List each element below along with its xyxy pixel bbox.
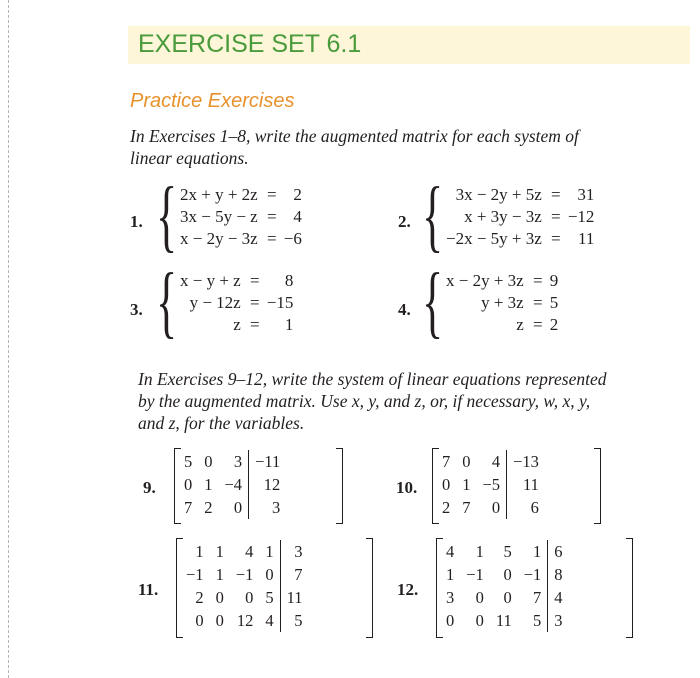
matrix-cell: 1 [259, 540, 280, 563]
equation-row [446, 292, 558, 314]
matrix-cell: 1 [215, 542, 224, 561]
equation-row [180, 270, 293, 292]
right-bracket [626, 538, 633, 638]
instruction-line: and z, for the variables. [138, 413, 305, 433]
matrix-cell: 0 [204, 452, 213, 471]
matrix-cell: 4 [259, 609, 280, 632]
exercise-number: 2. [398, 212, 411, 231]
matrix-cell: 2 [204, 498, 213, 517]
equation-rhs: −15 [266, 293, 294, 312]
equation-rhs: 1 [284, 315, 294, 334]
instruction-line: In Exercises 9–12, write the system of linear equations represented [138, 369, 607, 389]
matrix-row [180, 540, 309, 563]
matrix-cell: 0 [462, 452, 471, 471]
left-brace: { [156, 258, 178, 346]
equation-row [446, 228, 594, 250]
matrix-row [436, 496, 545, 519]
right-bracket [336, 448, 343, 524]
matrix-cell: 5 [518, 609, 548, 632]
equation-row [180, 292, 293, 314]
matrix-cell: 0 [442, 475, 451, 494]
matrix-cell: 5 [294, 611, 303, 630]
equation-row [180, 314, 293, 336]
matrix-cell: 0 [475, 611, 484, 630]
exercise-number: 9. [143, 478, 156, 497]
matrix-row [440, 586, 569, 609]
matrix-row [178, 496, 286, 519]
matrix-cell: 12 [263, 475, 281, 494]
page-edge-dashed-line [8, 0, 9, 678]
matrix-cell: 0 [503, 588, 512, 607]
matrix-row [436, 450, 545, 473]
equation-rhs: 31 [577, 185, 595, 204]
matrix-cell: 7 [462, 498, 471, 517]
system-3 [180, 270, 293, 336]
equation-lhs: z [233, 315, 241, 334]
equation-lhs: −2x − 5y + 3z [446, 229, 542, 248]
equals-sign: = [532, 315, 543, 334]
matrix-cell: 0 [503, 565, 512, 584]
matrix-cell: 3 [272, 498, 281, 517]
instruction-line: linear equations. [130, 148, 249, 168]
matrix-cell: 4 [446, 542, 455, 561]
left-brace: { [422, 258, 444, 346]
matrix-cell: 0 [219, 496, 249, 519]
equation-lhs: 3x − 2y + 5z [455, 185, 542, 204]
equation-lhs: x − 2y + 3z [446, 271, 524, 290]
equation-row [446, 314, 558, 336]
matrix-cell: 11 [522, 475, 539, 494]
matrix-cell: 0 [446, 611, 455, 630]
equals-sign: = [249, 293, 260, 312]
matrix-cell: 1 [204, 475, 213, 494]
matrix-cell: 4 [477, 450, 507, 473]
matrix-cell: 0 [184, 475, 193, 494]
equation-rhs: 2 [293, 185, 302, 204]
matrix-cell: 3 [294, 542, 303, 561]
matrix-cell: 5 [259, 586, 280, 609]
matrix-cell: 0 [215, 588, 224, 607]
matrix-cell: −1 [186, 565, 204, 584]
left-brace: { [422, 172, 444, 260]
exercise-number: 3. [130, 300, 143, 319]
equation-rhs: 2 [549, 315, 559, 334]
left-brace: { [156, 172, 178, 260]
equation-lhs: 2x + y + 2z [180, 185, 258, 204]
matrix-cell: 3 [554, 611, 563, 630]
matrix-cell: −1 [466, 565, 484, 584]
matrix-cell: 3 [446, 588, 455, 607]
matrix-cell: 4 [554, 588, 563, 607]
matrix-cell: 7 [518, 586, 548, 609]
right-bracket [366, 538, 373, 638]
matrix-11 [180, 540, 309, 632]
exercise-number: 10. [396, 478, 418, 497]
matrix-cell: −11 [255, 452, 281, 471]
matrix-cell: 8 [554, 565, 563, 584]
equation-lhs: x − 2y − 3z [180, 229, 258, 248]
matrix-cell: 0 [259, 563, 280, 586]
matrix-cell: −1 [518, 563, 548, 586]
equation-row [446, 206, 594, 228]
exercise-number: 4. [398, 300, 411, 319]
matrix-cell: 0 [215, 611, 224, 630]
system-2 [446, 184, 594, 250]
instruction-line: In Exercises 1–8, write the augmented matrix for each system of [130, 126, 579, 146]
equation-rhs: 8 [284, 271, 294, 290]
section-title: Practice Exercises [130, 90, 295, 112]
matrix-cell: 1 [215, 565, 224, 584]
equals-sign: = [551, 229, 561, 248]
matrix-row [180, 609, 309, 632]
matrix-cell: 0 [245, 588, 254, 607]
equation-lhs: x + 3y − 3z [464, 207, 542, 226]
exercise-set-title: EXERCISE SET 6.1 [138, 30, 362, 58]
exercise-set-header [128, 26, 690, 64]
equation-row [446, 184, 594, 206]
equals-sign: = [266, 185, 277, 204]
right-bracket [594, 448, 601, 524]
matrix-cell: 1 [195, 542, 204, 561]
matrix-cell: 2 [195, 588, 204, 607]
equation-rhs: 9 [549, 271, 559, 290]
equals-sign: = [551, 185, 561, 204]
matrix-cell: 4 [245, 542, 254, 561]
system-1 [180, 184, 302, 250]
equals-sign: = [532, 293, 543, 312]
matrix-cell: 12 [236, 611, 254, 630]
matrix-row [178, 450, 286, 473]
equation-rhs: 5 [549, 293, 559, 312]
matrix-cell: 1 [475, 542, 484, 561]
matrix-cell: 5 [184, 452, 193, 471]
matrix-cell: −5 [477, 473, 507, 496]
matrix-cell: 0 [477, 496, 507, 519]
system-4 [446, 270, 558, 336]
equation-rhs: 4 [293, 207, 302, 226]
equation-lhs: y + 3z [481, 293, 524, 312]
equals-sign: = [266, 207, 277, 226]
matrix-cell: 7 [184, 498, 193, 517]
matrix-cell: −1 [235, 565, 254, 584]
matrix-cell: 0 [475, 588, 484, 607]
equation-rhs: −12 [567, 207, 595, 226]
matrix-cell: 1 [518, 540, 548, 563]
equals-sign: = [249, 271, 260, 290]
matrix-row [440, 609, 569, 632]
matrix-10 [436, 450, 545, 519]
equation-lhs: y − 12z [189, 293, 241, 312]
matrix-cell: 3 [219, 450, 249, 473]
exercise-number: 12. [397, 580, 419, 599]
matrix-cell: 6 [554, 542, 563, 561]
matrix-row [178, 473, 286, 496]
matrix-row [440, 563, 569, 586]
equation-lhs: z [516, 315, 524, 334]
equation-row [446, 270, 558, 292]
equals-sign: = [551, 207, 561, 226]
matrix-row [436, 473, 545, 496]
instruction-line: by the augmented matrix. Use x, y, and z, or, if necessary, w, x, y, [138, 391, 591, 411]
matrix-9 [178, 450, 286, 519]
matrix-cell: 2 [442, 498, 451, 517]
matrix-row [180, 586, 309, 609]
matrix-cell: 7 [294, 565, 303, 584]
equation-lhs: x − y + z [180, 271, 241, 290]
matrix-cell: 7 [442, 452, 451, 471]
matrix-12 [440, 540, 569, 632]
matrix-cell: 1 [446, 565, 455, 584]
matrix-cell: 5 [503, 542, 512, 561]
matrix-cell: 11 [495, 611, 512, 630]
equation-row [180, 184, 302, 206]
matrix-cell: 6 [530, 498, 539, 517]
matrix-cell: 1 [462, 475, 471, 494]
equation-lhs: 3x − 5y − z [180, 207, 258, 226]
matrix-row [180, 563, 309, 586]
equation-row [180, 228, 302, 250]
instructions-1-8 [130, 125, 579, 169]
matrix-cell: 0 [195, 611, 204, 630]
equation-row [180, 206, 302, 228]
equation-rhs: 11 [578, 229, 595, 248]
exercise-number: 11. [138, 580, 159, 599]
equation-rhs: −6 [283, 229, 302, 248]
exercise-number: 1. [130, 212, 143, 231]
equals-sign: = [266, 229, 277, 248]
equals-sign: = [249, 315, 260, 334]
matrix-cell: −13 [513, 452, 539, 471]
matrix-row [440, 540, 569, 563]
matrix-cell: 11 [286, 588, 303, 607]
instructions-9-12 [138, 368, 607, 434]
equals-sign: = [532, 271, 543, 290]
matrix-cell: −4 [219, 473, 249, 496]
